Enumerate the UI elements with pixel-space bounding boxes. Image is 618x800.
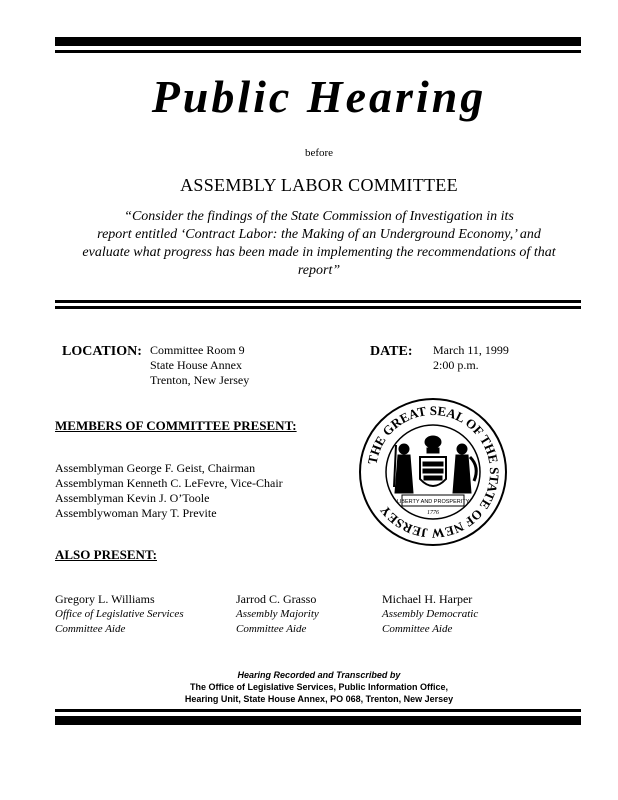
staff-role: Assembly Democratic bbox=[382, 608, 479, 620]
bottom-rule-thin bbox=[55, 709, 581, 712]
bottom-rule-thick bbox=[55, 716, 581, 725]
seal-liberty-robe-icon bbox=[395, 455, 413, 493]
seal-cornucopia-icon bbox=[470, 457, 476, 481]
member-name: Assemblywoman Mary T. Previte bbox=[55, 506, 217, 520]
location-line: Trenton, New Jersey bbox=[150, 373, 250, 387]
transcription-credit bbox=[40, 669, 598, 705]
location-line: Committee Room 9 bbox=[150, 343, 245, 357]
staff-name: Michael H. Harper bbox=[382, 592, 473, 606]
seal-year-text: 1776 bbox=[427, 510, 439, 516]
seal-horse-head-icon bbox=[425, 436, 441, 448]
credit-title: Hearing Recorded and Transcribed by bbox=[237, 670, 401, 680]
staff-entry bbox=[55, 592, 184, 637]
subject-line: report” bbox=[297, 263, 341, 278]
location-label: LOCATION: bbox=[62, 344, 142, 359]
staff-role: Office of Legislative Services bbox=[55, 608, 184, 620]
member-name: Assemblyman Kevin J. O’Toole bbox=[55, 491, 210, 505]
seal-ring-text: THE GREAT SEAL OF THE STATE OF NEW JERSEY bbox=[364, 402, 503, 542]
seal-motto-text: LIBERTY AND PROSPERITY bbox=[396, 499, 470, 505]
state-seal bbox=[358, 397, 508, 547]
seal-helmet-icon bbox=[427, 448, 439, 453]
member-name: Assemblyman Kenneth C. LeFevre, Vice-Chair bbox=[55, 476, 283, 490]
staff-role: Committee Aide bbox=[382, 623, 453, 635]
seal-plow-stripe bbox=[423, 462, 443, 466]
middle-rule-lower bbox=[55, 306, 581, 309]
member-name: Assemblyman George F. Geist, Chairman bbox=[55, 461, 256, 475]
members-heading: MEMBERS OF COMMITTEE PRESENT: bbox=[55, 418, 297, 433]
seal-emblem-icon bbox=[394, 436, 476, 493]
top-rule-thick bbox=[55, 37, 581, 46]
staff-name: Gregory L. Williams bbox=[55, 592, 155, 606]
hearing-subject bbox=[70, 208, 568, 280]
subject-line: report entitled ‘Contract Labor: the Making of an Underground Economy,’ and bbox=[97, 227, 541, 242]
subject-line: evaluate what progress has been made in implementing the recommendations of that bbox=[82, 245, 556, 260]
date-line: March 11, 1999 bbox=[433, 343, 509, 357]
also-present-heading: ALSO PRESENT: bbox=[55, 547, 157, 562]
staff-role: Committee Aide bbox=[55, 623, 126, 635]
subject-line: “Consider the findings of the State Commission of Investigation in its bbox=[124, 209, 514, 224]
staff-entry bbox=[382, 592, 478, 637]
date-line: 2:00 p.m. bbox=[433, 358, 479, 372]
location-details bbox=[150, 343, 249, 388]
seal-ceres-robe-icon bbox=[453, 455, 471, 493]
seal-plow-stripe bbox=[424, 476, 442, 480]
page-title: Public Hearing bbox=[151, 71, 487, 122]
credit-line: Hearing Unit, State House Annex, PO 068, Trenton, New Jersey bbox=[184, 694, 454, 704]
seal-plow-stripe bbox=[423, 469, 443, 473]
committee-name: ASSEMBLY LABOR COMMITTEE bbox=[180, 175, 458, 195]
before-text: before bbox=[304, 147, 334, 159]
top-rule-thin bbox=[55, 50, 581, 53]
date-details bbox=[433, 343, 509, 373]
credit-line: The Office of Legislative Services, Public Information Office, bbox=[189, 682, 449, 692]
location-line: State House Annex bbox=[150, 358, 242, 372]
staff-role: Assembly Majority bbox=[236, 608, 319, 620]
date-label: DATE: bbox=[370, 344, 413, 359]
staff-entry bbox=[236, 592, 319, 637]
members-list bbox=[55, 461, 283, 521]
middle-rule-upper bbox=[55, 300, 581, 303]
staff-name: Jarrod C. Grasso bbox=[236, 592, 317, 606]
staff-role: Committee Aide bbox=[236, 623, 307, 635]
seal-liberty-figure-icon bbox=[399, 444, 409, 454]
seal-ceres-figure-icon bbox=[457, 444, 467, 454]
